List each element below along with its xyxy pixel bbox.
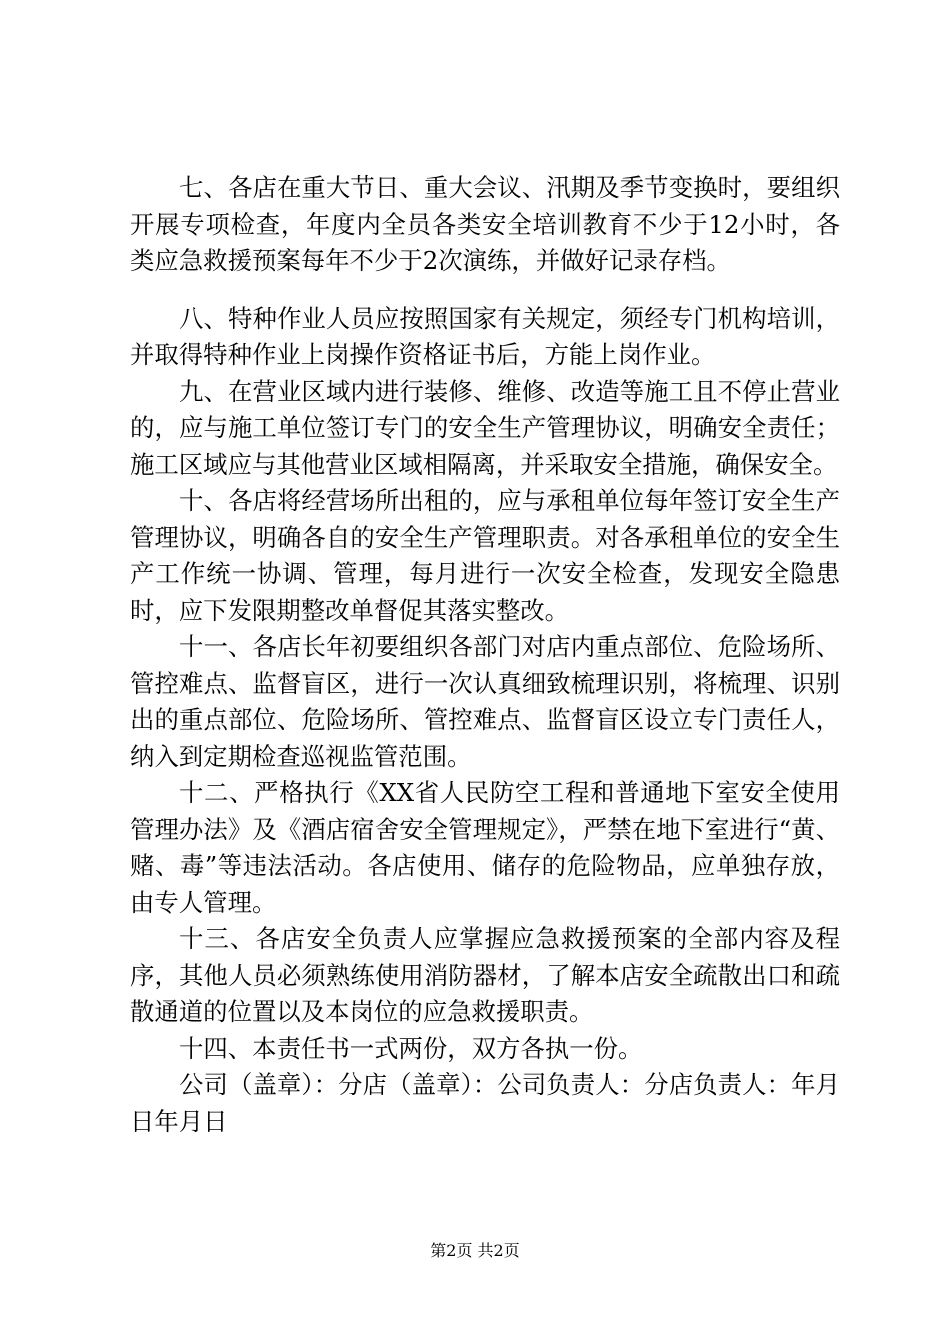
signature-line: 公司（盖章）：分店（盖章）：公司负责人：分店负责人：年月日年月日 xyxy=(130,1070,840,1136)
paragraph-12: 十二、严格执行《XX省人民防空工程和普通地下室安全使用管理办法》及《酒店宿舍安全管理规定》，严禁在地下室进行“黄、赌、毒”等违法活动。各店使用、储存的危险物品，应单独存放，由专人管理。 xyxy=(130,778,840,917)
paragraph-14: 十四、本责任书一式两份，双方各执一份。 xyxy=(179,1033,643,1063)
document-body xyxy=(130,170,840,1140)
paragraph-13: 十三、各店安全负责人应掌握应急救援预案的全部内容及程序，其他人员必须熟练使用消防器材，了解本店安全疏散出口和疏散通道的位置以及本岗位的应急救援职责。 xyxy=(130,924,840,1026)
paragraph-10: 十、各店将经营场所出租的，应与承租单位每年签订安全生产管理协议，明确各自的安全生产管理职责。对各承租单位的安全生产工作统一协调、管理，每月进行一次安全检查，发现安全隐患时，应下发限期整改单督促其落实整改。 xyxy=(130,486,840,625)
paragraph-11: 十一、各店长年初要组织各部门对店内重点部位、危险场所、管控难点、监督盲区，进行一次认真细致梳理识别，将梳理、识别出的重点部位、危险场所、管控难点、监督盲区设立专门责任人，纳入到定期检查巡视监管范围。 xyxy=(130,632,840,771)
paragraph-7: 七、各店在重大节日、重大会议、汛期及季节变换时，要组织开展专项检查，年度内全员各类安全培训教育不少于12小时，各类应急救援预案每年不少于2次演练，并做好记录存档。 xyxy=(130,173,840,275)
page-number-footer: 第2页 共2页 xyxy=(430,1241,520,1260)
paragraph-8: 八、特种作业人员应按照国家有关规定，须经专门机构培训，并取得特种作业上岗操作资格证书后，方能上岗作业。 xyxy=(130,303,840,369)
paragraph-9: 九、在营业区域内进行装修、维修、改造等施工且不停止营业的，应与施工单位签订专门的安全生产管理协议，明确安全责任；施工区域应与其他营业区域相隔离，并采取安全措施，确保安全。 xyxy=(130,376,840,479)
